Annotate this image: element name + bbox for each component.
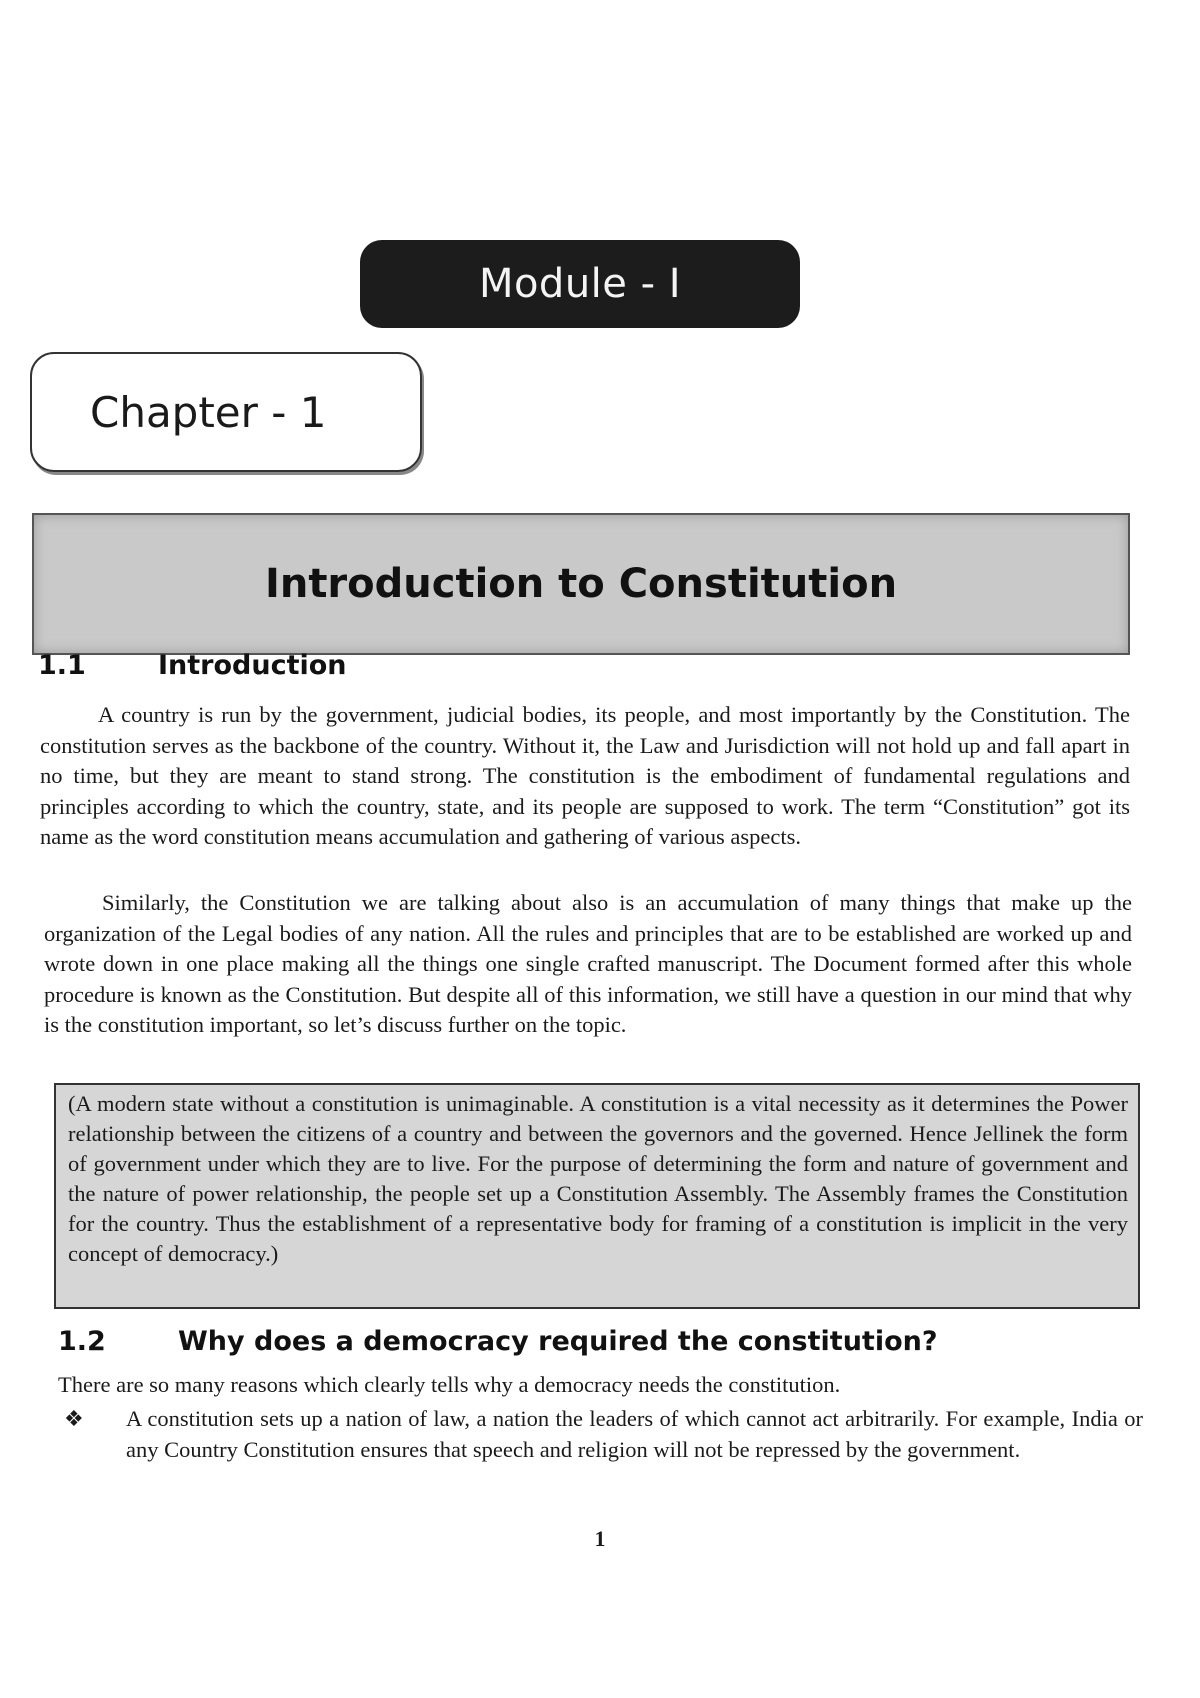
section-heading-1-1 xyxy=(38,650,347,681)
highlight-box xyxy=(54,1083,1140,1309)
paragraph-intro-2: Similarly, the Constitution we are talking about also is an accumulation of many things that make up the organization of the Legal bodies of any nation. All the rules and principles that are to be established are worked up and wrote down in one place making all the things one single crafted manuscript. The Document formed after this whole procedure is known as the Constitution. But despite all of this information, we still have a question in our mind that why is the constitution important, so let’s discuss further on the topic. xyxy=(44,890,1132,1037)
chapter-label: Chapter - 1 xyxy=(90,387,327,437)
chapter-title-band xyxy=(32,513,1130,655)
paragraph-intro-1: A country is run by the government, judicial bodies, its people, and most importantly by the Constitution. The constitution serves as the backbone of the country. Without it, the Law and Jurisdiction will not hold up and fall apart in no time, but they are meant to stand strong. The constitution is the embodiment of fundamental regulations and principles according to which the country, state, and its people are supposed to work. The term “Constitution” got its name as the word constitution means accumulation and gathering of various aspects. xyxy=(40,702,1130,849)
module-label: Module - I xyxy=(478,261,682,307)
chapter-title: Introduction to Constitution xyxy=(264,561,898,607)
section-number: 1.1 xyxy=(38,650,86,681)
page-number: 1 xyxy=(594,1526,606,1551)
paragraph-democracy-intro: There are so many reasons which clearly tells why a democracy needs the constitution. xyxy=(58,1372,841,1397)
section-number: 1.2 xyxy=(58,1326,106,1357)
module-badge xyxy=(360,240,800,328)
bullet-marker-icon: ❖ xyxy=(64,1406,84,1431)
section-title: Why does a democracy required the constitution? xyxy=(178,1326,938,1357)
chapter-box xyxy=(30,352,422,472)
bullet-text: A constitution sets up a nation of law, a nation the leaders of which cannot act arbitrarily. For example, India or any Country Constitution ensures that speech and religion will not be repressed by the government. xyxy=(126,1406,1143,1462)
highlight-text: (A modern state without a constitution is unimaginable. A constitution is a vital necessity as it determines the Power relationship between the citizens of a country and between the governors and the governed. Hence Jellinek the form of government under which they are to live. For the purpose of determining the form and nature of government and the nature of power relationship, the people set up a Constitution Assembly. The Assembly frames the Constitution for the country. Thus the establishment of a representative body for framing of a constitution is implicit in the very concept of democracy.) xyxy=(68,1091,1128,1266)
section-heading-1-2 xyxy=(58,1326,938,1357)
section-title: Introduction xyxy=(158,650,347,681)
bullet-item xyxy=(58,1404,1143,1465)
